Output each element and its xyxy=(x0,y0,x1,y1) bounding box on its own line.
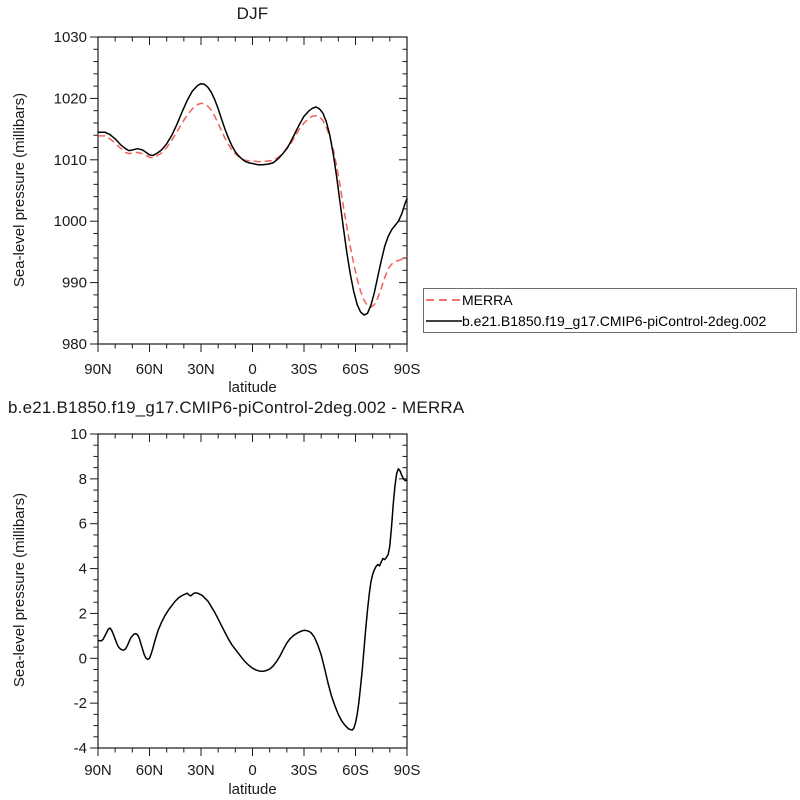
y-tick-label: 10 xyxy=(70,426,87,443)
diff-chart-y-axis-title: Sea-level pressure (millibars) xyxy=(11,492,28,688)
y-tick-label: 1000 xyxy=(53,213,87,231)
x-tick-label: 90N xyxy=(84,762,112,779)
series-line-difference-model-merra- xyxy=(98,469,407,730)
x-tick-label: 60S xyxy=(342,361,369,378)
diff-chart-title: b.e21.B1850.f19_g17.CMIP6-piControl-2deg.002 - MERRA xyxy=(8,398,465,417)
x-tick-label: 0 xyxy=(248,361,257,378)
y-tick-label: 0 xyxy=(78,650,87,668)
x-tick-label: 90N xyxy=(84,361,112,378)
y-tick-label: -2 xyxy=(73,695,87,713)
top-chart-y-axis-title: Sea-level pressure (millibars) xyxy=(11,92,28,288)
plot-box xyxy=(98,37,407,344)
y-tick-label: 8 xyxy=(78,470,87,488)
y-tick-label: 1010 xyxy=(53,151,87,169)
dashed-red-line-sample xyxy=(426,295,462,305)
y-tick-label: 6 xyxy=(78,515,87,533)
top-chart-x-axis-title: latitude xyxy=(228,379,277,396)
legend-entry-model xyxy=(426,311,796,332)
x-tick-label: 30S xyxy=(290,361,318,378)
x-tick-label: 0 xyxy=(248,762,257,779)
legend-box xyxy=(423,288,797,333)
y-tick-label: 1030 xyxy=(53,29,87,46)
y-tick-label: 990 xyxy=(61,274,87,292)
y-tick-label: -4 xyxy=(73,740,87,757)
series-line-merra xyxy=(98,103,407,307)
x-tick-label: 90S xyxy=(393,361,421,378)
series-line-b-e21-b1850-f19-g17-cmip6-picontrol-2deg-002 xyxy=(98,84,407,315)
x-tick-label: 60S xyxy=(342,762,369,779)
y-tick-label: 980 xyxy=(61,336,87,353)
legend-label-merra: MERRA xyxy=(462,292,513,308)
x-tick-label: 90S xyxy=(393,762,421,779)
diff-chart-x-axis-title: latitude xyxy=(228,781,277,798)
legend-entry-merra xyxy=(426,290,796,311)
top-chart-title: DJF xyxy=(236,4,269,23)
plot-box xyxy=(98,434,407,748)
x-tick-label: 60N xyxy=(135,762,164,779)
y-tick-label: 1020 xyxy=(53,90,87,108)
x-tick-label: 30N xyxy=(187,762,215,779)
x-tick-label: 30N xyxy=(187,361,215,378)
x-tick-label: 60N xyxy=(135,361,164,378)
y-tick-label: 2 xyxy=(78,605,87,623)
y-tick-label: 4 xyxy=(78,560,87,578)
x-tick-label: 30S xyxy=(290,762,318,779)
legend-label-model: b.e21.B1850.f19_g17.CMIP6-piControl-2deg.002 xyxy=(462,313,767,329)
solid-black-line-sample xyxy=(426,316,462,326)
